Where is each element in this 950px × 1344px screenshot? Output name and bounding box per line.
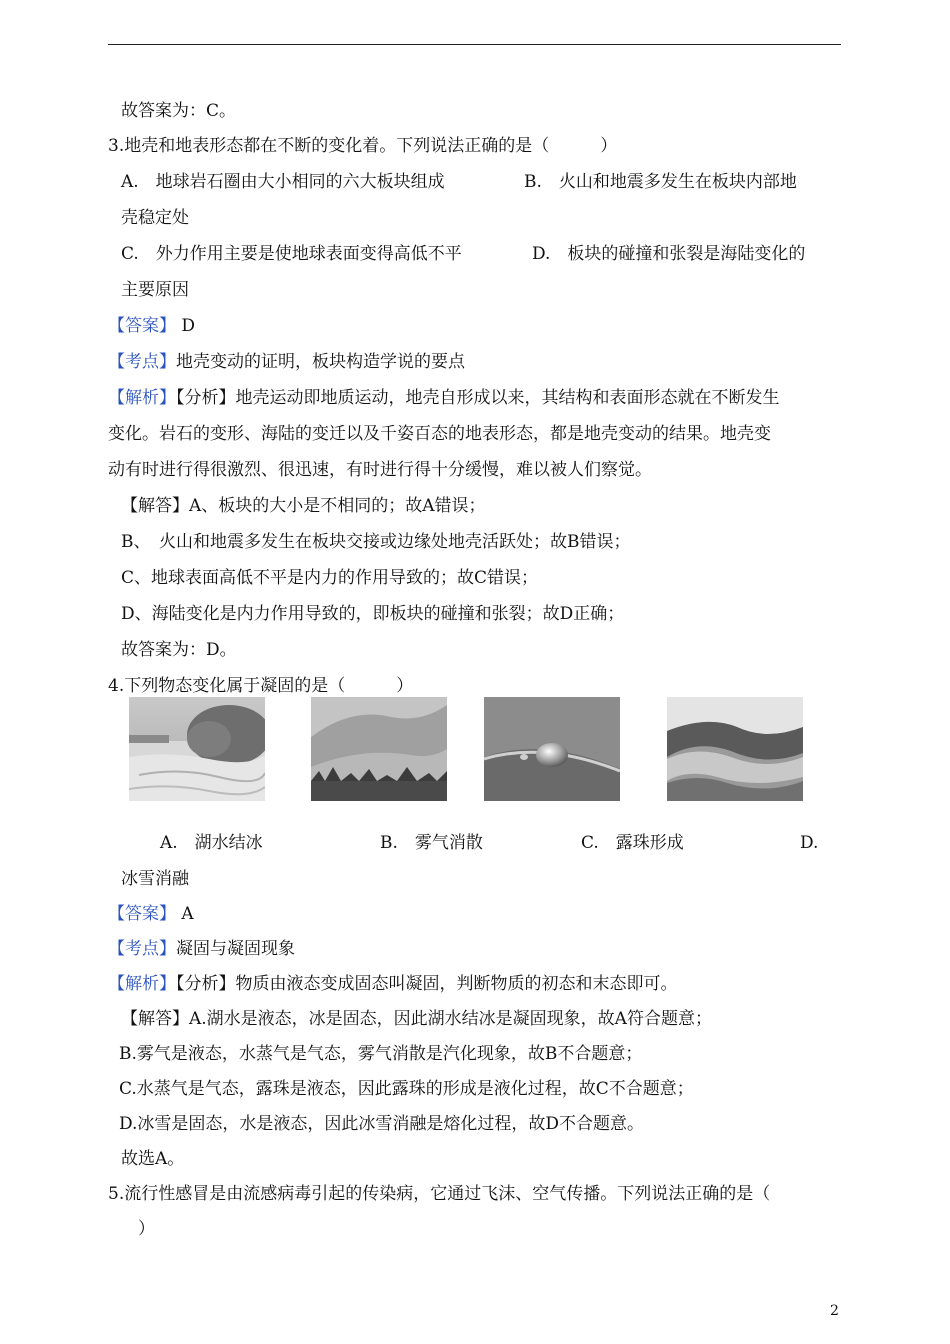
answer-tag: 【答案】 — [108, 904, 176, 924]
dewdrop-photo — [484, 697, 620, 801]
page-number: 2 — [830, 1303, 839, 1319]
q4-option-d-cont: 冰雪消融 — [121, 869, 189, 889]
analysis-tag: 【解析】 — [108, 974, 176, 994]
prev-answer: 故答案为：C。 — [121, 101, 237, 121]
answer-value: D — [181, 316, 196, 336]
q4-option-b: B. 雾气消散 — [380, 833, 483, 853]
q3-analysis-line3: 动有时进行得很激烈、很迅速，有时进行得十分缓慢，难以被人们察觉。 — [108, 460, 652, 480]
q3-option-d-cont: 主要原因 — [121, 280, 189, 300]
analysis-text: 【分析】地壳运动即地质运动，地壳自形成以来，其结构和表面形态就在不断发生 — [176, 388, 780, 408]
q3-solution-2: B、 火山和地震多发生在板块交接或边缘处地壳活跃处；故B错误； — [121, 532, 631, 552]
q4-solution-4: D.冰雪是固态，水是液态，因此冰雪消融是熔化过程，故D不合题意。 — [119, 1114, 645, 1134]
point-text: 地壳变动的证明，板块构造学说的要点 — [176, 352, 465, 372]
q3-analysis-line2: 变化。岩石的变形、海陆的变迁以及千姿百态的地表形态，都是地壳变动的结果。地壳变 — [108, 424, 771, 444]
q3-option-c: C. 外力作用主要是使地球表面变得高低不平 — [121, 244, 462, 264]
q3-option-b: B. 火山和地震多发生在板块内部地 — [524, 172, 797, 192]
q4-point — [108, 938, 295, 960]
melting-snow-photo — [667, 697, 803, 801]
q5-stem-cont: ） — [138, 1219, 155, 1239]
point-tag: 【考点】 — [108, 352, 176, 372]
q4-option-c: C. 露珠形成 — [581, 833, 684, 853]
q4-solution-3: C.水蒸气是气态，露珠是液态，因此露珠的形成是液化过程，故C不合题意； — [119, 1079, 694, 1099]
q3-option-a: A. 地球岩石圈由大小相同的六大板块组成 — [121, 172, 445, 192]
header-rule — [108, 44, 841, 45]
q3-solution-1: 【解答】A、板块的大小是不相同的；故A错误； — [121, 496, 486, 516]
q3-stem: 3.地壳和地表形态都在不断的变化着。下列说法正确的是（ ） — [108, 136, 618, 156]
q4-solution-5: 故选A。 — [121, 1149, 185, 1169]
q3-point — [108, 351, 465, 373]
q4-analysis — [108, 973, 678, 995]
q4-answer — [108, 903, 194, 925]
q3-solution-3: C、地球表面高低不平是内力的作用导致的；故C错误； — [121, 568, 539, 588]
q5-stem: 5.流行性感冒是由流感病毒引起的传染病，它通过飞沫、空气传播。下列说法正确的是（ — [108, 1184, 771, 1204]
analysis-tag: 【解析】 — [108, 388, 176, 408]
q3-solution-5: 故答案为：D。 — [121, 640, 237, 660]
q3-answer — [108, 315, 195, 337]
q4-option-d: D. — [800, 833, 819, 853]
point-text: 凝固与凝固现象 — [176, 939, 295, 959]
q4-stem: 4.下列物态变化属于凝固的是（ ） — [108, 676, 414, 696]
q4-solution-1: 【解答】A.湖水是液态，冰是固态，因此湖水结冰是凝固现象，故A符合题意； — [121, 1009, 712, 1029]
q4-solution-2: B.雾气是液态，水蒸气是气态，雾气消散是汽化现象，故B不合题意； — [119, 1044, 643, 1064]
fog-photo — [311, 697, 447, 801]
q3-option-b-cont: 壳稳定处 — [121, 208, 189, 228]
q3-option-d: D. 板块的碰撞和张裂是海陆变化的 — [532, 244, 806, 264]
analysis-text: 【分析】物质由液态变成固态叫凝固，判断物质的初态和末态即可。 — [176, 974, 678, 994]
q3-solution-4: D、海陆变化是内力作用导致的，即板块的碰撞和张裂；故D正确； — [121, 604, 625, 624]
q4-option-a: A. 湖水结冰 — [160, 833, 263, 853]
lake-ice-photo — [129, 697, 265, 801]
answer-value: A — [181, 904, 194, 924]
q3-analysis — [108, 387, 780, 409]
answer-tag: 【答案】 — [108, 316, 176, 336]
point-tag: 【考点】 — [108, 939, 176, 959]
